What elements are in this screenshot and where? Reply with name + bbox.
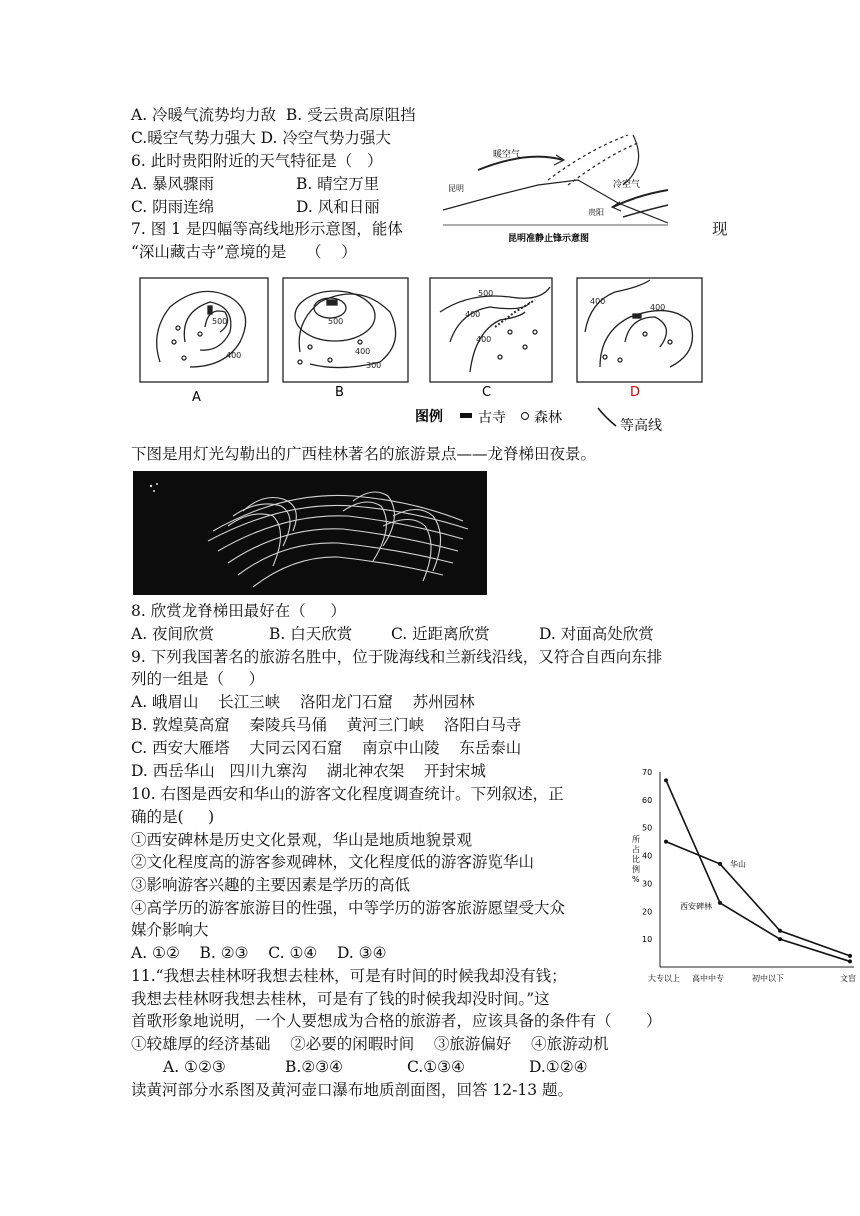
y-axis-label-char: 所 bbox=[632, 835, 640, 844]
contour-panel-b bbox=[283, 278, 408, 382]
q6-options-row2 bbox=[131, 196, 380, 218]
q10-options: A. ①② B. ②③ C. ①④ D. ③④ bbox=[131, 944, 387, 962]
q10-statement-4-cont: 媒介影响大 bbox=[131, 921, 209, 939]
visitor-education-chart bbox=[628, 762, 856, 990]
q11-line3: 首歌形象地说明，一个人要想成为合格的旅游者，应该具备的条件有（ ） bbox=[131, 1012, 662, 1030]
stationary-front-diagram bbox=[438, 125, 678, 250]
q8-option-d: D. 对面高处欣赏 bbox=[539, 625, 654, 643]
legend-title: 图例 bbox=[415, 409, 443, 425]
series-point bbox=[848, 959, 852, 963]
q6-option-c: C. 阴雨连绵 bbox=[131, 198, 215, 216]
y-tick-label: 70 bbox=[642, 768, 653, 777]
contour-maps-figure bbox=[130, 272, 730, 438]
q10-statement-4: ④高学历的游客旅游目的性强，中等学历的游客旅游愿望受大众 bbox=[131, 899, 566, 917]
contour-label-a-400: 400 bbox=[226, 351, 242, 360]
q11-line1: 11.“我想去桂林呀我想去桂林，可是有时间的时候我却没有钱； bbox=[131, 967, 567, 985]
forest-legend-icon bbox=[522, 413, 529, 420]
q5-options-ab: A. 冷暖气流势均力敌 B. 受云贵高原阻挡 bbox=[131, 106, 416, 124]
y-tick-label: 20 bbox=[642, 907, 653, 917]
y-tick-label: 30 bbox=[642, 879, 653, 889]
series-label: 西安碑林 bbox=[680, 901, 712, 911]
contour-label-c-500: 500 bbox=[478, 289, 494, 298]
contour-label-b-300: 300 bbox=[366, 361, 382, 370]
terrace-night-photo bbox=[133, 471, 487, 595]
x-tick-label: 初中以下 bbox=[752, 974, 784, 983]
series-point bbox=[664, 778, 668, 782]
y-axis-label-char: 例 bbox=[632, 865, 640, 874]
panel-label-a: A bbox=[192, 390, 201, 405]
y-axis-label-char: 占 bbox=[632, 845, 640, 854]
contour-label-d-400a: 400 bbox=[590, 297, 606, 306]
contour-label-b-400: 400 bbox=[355, 347, 371, 356]
q8-option-b: B. 白天欣赏 bbox=[269, 625, 353, 643]
q10-statement-2: ②文化程度高的游客参观碑林，文化程度低的游客游览华山 bbox=[131, 853, 535, 871]
q9-stem-line2: 列的一组是（ ） bbox=[131, 670, 265, 688]
legend-forest: 森林 bbox=[534, 410, 562, 426]
series-point bbox=[778, 937, 782, 941]
q10-statement-1: ①西安碑林是历史文化景观，华山是地质地貌景观 bbox=[131, 831, 473, 849]
q8-stem: 8. 欣赏龙脊梯田最好在（ ） bbox=[131, 602, 346, 620]
x-tick-label: 大专以上 bbox=[648, 974, 680, 983]
y-tick-label: 40 bbox=[642, 851, 653, 861]
y-axis-label-char: % bbox=[632, 875, 640, 884]
q10-stem-line2: 确的是( ) bbox=[131, 808, 215, 826]
legend-temple: 古寺 bbox=[478, 410, 506, 426]
contour-label-c-400b: 400 bbox=[476, 335, 492, 344]
q6-option-d: D. 风和日丽 bbox=[296, 198, 380, 216]
series-line-1 bbox=[666, 842, 850, 956]
q7-stem-line2: “深山藏古寺”意境的是 （ ） bbox=[131, 243, 357, 261]
contour-panel-d bbox=[577, 278, 702, 382]
q9-option-d: D. 西岳华山 四川九寨沟 湖北神农架 开封宋城 bbox=[131, 762, 486, 780]
q9-option-c: C. 西安大雁塔 大同云冈石窟 南京中山陵 东岳泰山 bbox=[131, 739, 522, 757]
warm-air-label: 暖空气 bbox=[493, 150, 521, 160]
contour-panel-a bbox=[140, 278, 268, 382]
q11-option-c: C.①③④ bbox=[407, 1058, 465, 1076]
q8-options bbox=[131, 623, 654, 645]
q9-stem-line1: 9. 下列我国著名的旅游名胜中，位于陇海线和兰新线沿线，又符合自西向东排 bbox=[131, 648, 663, 666]
contour-label-a-500: 500 bbox=[212, 317, 228, 326]
temple-legend-icon bbox=[460, 413, 472, 418]
q11-conditions: ①较雄厚的经济基础 ②必要的闲暇时间 ③旅游偏好 ④旅游动机 bbox=[131, 1035, 609, 1053]
panel-label-d: D bbox=[630, 385, 641, 400]
legend-contour: 等高线 bbox=[620, 418, 662, 434]
x-tick-label: 文盲 bbox=[840, 974, 856, 983]
q11-options bbox=[163, 1056, 588, 1078]
q7-stem-part2: 现 bbox=[712, 220, 728, 238]
kunming-label: 昆明 bbox=[448, 184, 464, 193]
series-point bbox=[718, 862, 722, 866]
q8-option-c: C. 近距离欣赏 bbox=[391, 625, 490, 643]
contour-panel-c bbox=[430, 278, 552, 382]
q10-statement-3: ③影响游客兴趣的主要因素是学历的高低 bbox=[131, 876, 411, 894]
guiyang-label: 贵阳 bbox=[588, 208, 604, 217]
series-point bbox=[664, 840, 668, 844]
q10-stem-line1: 10. 右图是西安和华山的游客文化程度调查统计。下列叙述，正 bbox=[131, 785, 564, 803]
q11-option-b: B.②③④ bbox=[285, 1058, 344, 1076]
contour-legend-icon bbox=[598, 408, 616, 426]
y-axis-label-char: 比 bbox=[632, 855, 640, 864]
front-diagram-caption: 昆明准静止锋示意图 bbox=[508, 234, 590, 244]
q11-line2: 我想去桂林呀我想去桂林，可是有了钱的时候我却没时间。”这 bbox=[131, 990, 550, 1008]
contour-label-b-500: 500 bbox=[328, 317, 344, 326]
terrace-intro: 下图是用灯光勾勒出的广西桂林著名的旅游景点——龙脊梯田夜景。 bbox=[131, 445, 597, 463]
series-label: 华山 bbox=[730, 859, 746, 869]
q9-option-b: B. 敦煌莫高窟 秦陵兵马俑 黄河三门峡 洛阳白马寺 bbox=[131, 716, 522, 734]
y-tick-label: 50 bbox=[642, 823, 653, 833]
q11-option-d: D.①②④ bbox=[529, 1058, 588, 1076]
next-questions-intro: 读黄河部分水系图及黄河壶口瀑布地质剖面图，回答 12-13 题。 bbox=[131, 1081, 574, 1099]
series-point bbox=[848, 954, 852, 958]
q7-stem-part1: 7. 图 1 是四幅等高线地形示意图，能体 bbox=[131, 220, 403, 238]
series-point bbox=[778, 929, 782, 933]
series-line-0 bbox=[666, 780, 850, 961]
q6-option-b: B. 晴空万里 bbox=[296, 175, 380, 193]
q6-options-row1 bbox=[131, 173, 379, 195]
q5-options-cd: C.暖空气势力强大 D. 冷空气势力强大 bbox=[131, 129, 391, 147]
panel-label-b: B bbox=[335, 385, 344, 400]
q6-stem: 6. 此时贵阳附近的天气特征是（ ） bbox=[131, 152, 383, 170]
y-tick-label: 60 bbox=[642, 795, 653, 805]
q9-option-a: A. 峨眉山 长江三峡 洛阳龙门石窟 苏州园林 bbox=[131, 693, 475, 711]
series-point bbox=[718, 901, 722, 905]
x-tick-label: 高中中专 bbox=[692, 974, 724, 983]
cold-air-label: 冷空气 bbox=[613, 180, 641, 190]
panel-label-c: C bbox=[482, 385, 492, 400]
q6-option-a: A. 暴风骤雨 bbox=[131, 175, 215, 193]
q11-option-a: A. ①②③ bbox=[163, 1058, 226, 1076]
contour-label-d-400b: 400 bbox=[650, 303, 666, 312]
y-tick-label: 10 bbox=[642, 935, 653, 945]
q8-option-a: A. 夜间欣赏 bbox=[131, 625, 215, 643]
contour-label-c-400a: 400 bbox=[465, 310, 481, 319]
